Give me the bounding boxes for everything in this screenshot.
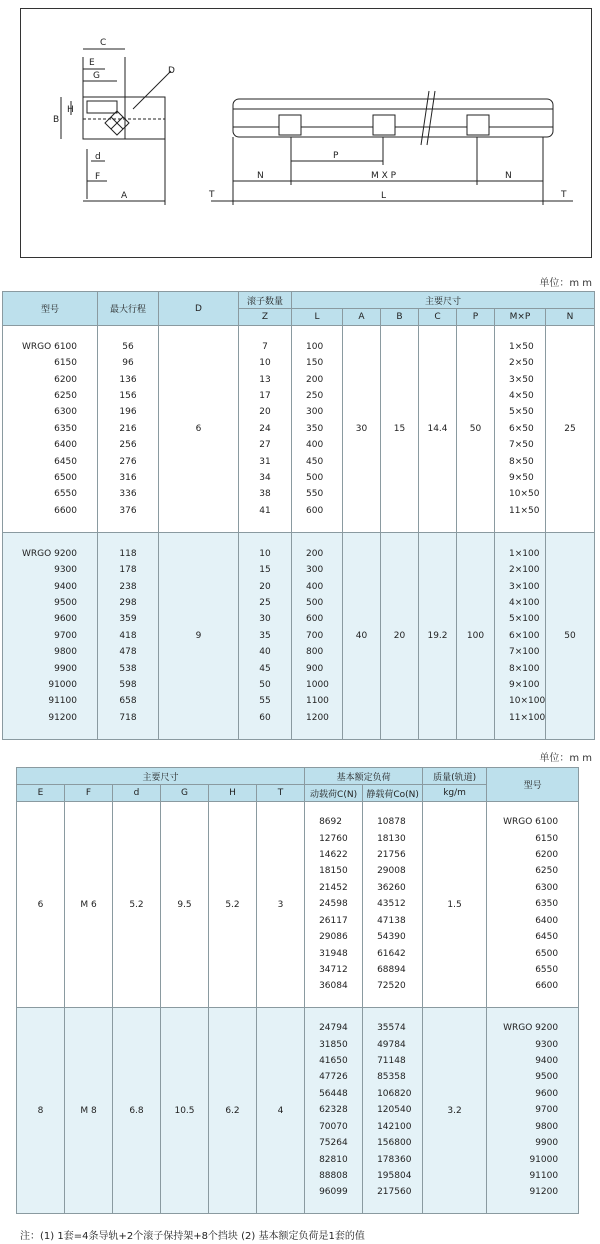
list-item: 6500 <box>54 473 77 484</box>
list-item: 9×100 <box>509 680 540 691</box>
list-item: 3×100 <box>509 581 540 592</box>
list-item: 68894 <box>377 964 406 975</box>
list-item: 91200 <box>48 712 77 723</box>
list-item: 600 <box>306 505 324 516</box>
th-Z: Z <box>239 309 292 326</box>
spec-table-1 <box>2 291 595 740</box>
th-max-stroke: 最大行程 <box>98 292 159 326</box>
list-item: 7×100 <box>509 647 540 658</box>
list-item: 658 <box>119 696 137 707</box>
list-item: 9×50 <box>509 473 534 484</box>
list-item: 216 <box>119 423 137 434</box>
list-item: 11×50 <box>509 505 540 516</box>
table-row <box>17 802 579 1008</box>
label-d: d <box>95 152 101 162</box>
list-item: 41 <box>259 505 271 516</box>
unit-label-2: 单位：m m <box>539 753 592 764</box>
list-item: 1×50 <box>509 341 534 352</box>
cell-T: 4 <box>257 1008 305 1214</box>
cell-A: 30 <box>343 326 381 533</box>
list-item: 9300 <box>54 565 77 576</box>
cell-N: 25 <box>546 326 595 533</box>
list-item: 21756 <box>377 850 406 861</box>
list-item: 450 <box>306 456 324 467</box>
table-row <box>17 1008 579 1214</box>
list-item: 6250 <box>535 866 559 877</box>
list-item: 62328 <box>319 1105 348 1116</box>
cell-P: 50 <box>457 326 495 533</box>
list-item: 900 <box>306 663 324 674</box>
cell-MxP <box>495 326 546 533</box>
list-item: 359 <box>119 614 137 625</box>
list-item: 8×50 <box>509 456 534 467</box>
list-item: 10 <box>259 358 271 369</box>
list-item: 4×50 <box>509 390 534 401</box>
list-item: 10878 <box>377 817 406 828</box>
cell-B: 20 <box>381 533 419 740</box>
list-item: 6200 <box>535 850 559 861</box>
list-item: 29008 <box>377 866 406 877</box>
cell-L <box>292 533 343 740</box>
list-item: 376 <box>119 505 137 516</box>
list-item: 500 <box>306 597 324 608</box>
cell-L <box>292 326 343 533</box>
list-item: 82810 <box>319 1154 348 1165</box>
cell-C: 19.2 <box>419 533 457 740</box>
cell-static <box>363 1008 423 1214</box>
list-item: 9400 <box>54 581 77 592</box>
list-item: 6400 <box>535 915 559 926</box>
th-static: 静载荷Co(N) <box>363 785 423 802</box>
list-item: 20 <box>259 407 271 418</box>
list-item: 6250 <box>54 390 77 401</box>
cell-d: 5.2 <box>113 802 161 1008</box>
list-item: 31948 <box>319 948 348 959</box>
list-item: 55 <box>259 696 271 707</box>
list-item: 316 <box>119 473 137 484</box>
cell-A: 40 <box>343 533 381 740</box>
list-item: 1×100 <box>509 548 540 559</box>
list-item: 88808 <box>319 1170 348 1181</box>
list-item: 238 <box>119 581 137 592</box>
list-item: 72520 <box>377 981 406 992</box>
list-item: 7×50 <box>509 440 534 451</box>
label-D: D <box>168 66 175 76</box>
list-item: 85358 <box>377 1072 406 1083</box>
list-item: 47726 <box>319 1072 348 1083</box>
list-item: 250 <box>306 390 324 401</box>
list-item: 298 <box>119 597 137 608</box>
list-item: 800 <box>306 647 324 658</box>
th-E: E <box>17 785 65 802</box>
list-item: 24598 <box>319 899 348 910</box>
list-item: 178 <box>119 565 137 576</box>
list-item: 27 <box>259 440 271 451</box>
list-item: 6350 <box>535 899 559 910</box>
th-G: G <box>161 785 209 802</box>
list-item: 49784 <box>377 1039 406 1050</box>
cell-models <box>487 1008 579 1214</box>
list-item: 6400 <box>54 440 77 451</box>
unit-label-1: 单位：m m <box>539 278 592 289</box>
list-item: 31 <box>259 456 271 467</box>
list-item: 100 <box>306 341 324 352</box>
list-item: 6200 <box>54 374 77 385</box>
list-item: 18150 <box>319 866 348 877</box>
list-item: WRGO 9200 <box>503 1023 559 1034</box>
list-item: WRGO 9200 <box>22 548 77 559</box>
list-item: 15 <box>259 565 271 576</box>
list-item: 29086 <box>319 932 348 943</box>
cell-mass: 3.2 <box>423 1008 487 1214</box>
list-item: 9500 <box>535 1072 559 1083</box>
label-L: L <box>381 191 387 201</box>
cell-models <box>3 533 98 740</box>
list-item: 10 <box>259 548 271 559</box>
list-item: 21452 <box>319 882 348 893</box>
list-item: 300 <box>306 565 324 576</box>
cell-MxP <box>495 533 546 740</box>
list-item: 9900 <box>535 1138 559 1149</box>
label-G: G <box>93 71 100 81</box>
list-item: 142100 <box>377 1121 412 1132</box>
list-item: 6×50 <box>509 423 534 434</box>
th-load: 基本额定负荷 <box>305 768 423 785</box>
cell-E: 8 <box>17 1008 65 1214</box>
list-item: 35574 <box>377 1023 406 1034</box>
list-item: 13 <box>259 374 271 385</box>
list-item: WRGO 6100 <box>22 341 77 352</box>
list-item: 3×50 <box>509 374 534 385</box>
list-item: 700 <box>306 630 324 641</box>
th-A: A <box>343 309 381 326</box>
list-item: 36260 <box>377 882 406 893</box>
label-N-right: N <box>505 171 512 181</box>
list-item: 40 <box>259 647 271 658</box>
section-right-rail <box>125 97 165 139</box>
list-item: 217560 <box>377 1187 412 1198</box>
list-item: 96099 <box>319 1187 348 1198</box>
list-item: 1000 <box>306 680 329 691</box>
cell-H: 6.2 <box>209 1008 257 1214</box>
th-P: P <box>457 309 495 326</box>
th-main-dims: 主要尺寸 <box>292 292 595 309</box>
label-E: E <box>89 58 95 68</box>
list-item: 91000 <box>529 1154 559 1165</box>
cell-Z <box>239 533 292 740</box>
th-dynamic: 动载荷C(N) <box>305 785 363 802</box>
th-L: L <box>292 309 343 326</box>
list-item: 20 <box>259 581 271 592</box>
list-item: 150 <box>306 358 324 369</box>
label-A: A <box>121 191 128 201</box>
list-item: 9900 <box>54 663 77 674</box>
list-item: 36084 <box>319 981 348 992</box>
list-item: 70070 <box>319 1121 348 1132</box>
list-item: 6×100 <box>509 630 540 641</box>
list-item: 24794 <box>319 1023 348 1034</box>
list-item: 7 <box>262 341 268 352</box>
list-item: 5×50 <box>509 407 534 418</box>
th-C: C <box>419 309 457 326</box>
list-item: 31850 <box>319 1039 348 1050</box>
list-item: 550 <box>306 489 324 500</box>
list-item: 6550 <box>535 964 559 975</box>
cell-Z <box>239 326 292 533</box>
list-item: 56 <box>122 341 134 352</box>
list-item: 91200 <box>529 1187 559 1198</box>
list-item: 30 <box>259 614 271 625</box>
list-item: 350 <box>306 423 324 434</box>
list-item: 6600 <box>535 981 559 992</box>
cell-T: 3 <box>257 802 305 1008</box>
list-item: 156800 <box>377 1138 412 1149</box>
label-P: P <box>333 151 339 161</box>
th-MxP: M×P <box>495 309 546 326</box>
spec-table-2 <box>16 767 579 1214</box>
cell-mass: 1.5 <box>423 802 487 1008</box>
list-item: 43512 <box>377 899 406 910</box>
cell-d: 6.8 <box>113 1008 161 1214</box>
list-item: 71148 <box>377 1056 406 1067</box>
list-item: 41650 <box>319 1056 348 1067</box>
list-item: 45 <box>259 663 271 674</box>
list-item: 9600 <box>54 614 77 625</box>
list-item: 6500 <box>535 948 559 959</box>
list-item: 538 <box>119 663 137 674</box>
label-F: F <box>95 172 101 182</box>
list-item: 75264 <box>319 1138 348 1149</box>
list-item: 6450 <box>54 456 77 467</box>
list-item: 276 <box>119 456 137 467</box>
label-B: B <box>53 115 60 125</box>
list-item: 9600 <box>535 1088 559 1099</box>
cell-stroke <box>98 533 159 740</box>
cell-static <box>363 802 423 1008</box>
list-item: 10×100 <box>509 696 546 707</box>
list-item: 11×100 <box>509 712 546 723</box>
list-item: 60 <box>259 712 271 723</box>
cell-D: 6 <box>159 326 239 533</box>
list-item: 47138 <box>377 915 406 926</box>
list-item: 34 <box>259 473 271 484</box>
list-item: 6300 <box>535 882 559 893</box>
list-item: 5×100 <box>509 614 540 625</box>
list-item: 400 <box>306 581 324 592</box>
list-item: 200 <box>306 548 324 559</box>
label-H: H <box>67 105 74 115</box>
list-item: 9500 <box>54 597 77 608</box>
table-row <box>3 326 595 533</box>
list-item: 12760 <box>319 833 348 844</box>
list-item: 14622 <box>319 850 348 861</box>
technical-drawing <box>20 8 592 258</box>
list-item: 91100 <box>48 696 77 707</box>
list-item: 195804 <box>377 1170 412 1181</box>
cell-N: 50 <box>546 533 595 740</box>
cell-F: M 6 <box>65 802 113 1008</box>
list-item: 106820 <box>377 1088 412 1099</box>
list-item: 18130 <box>377 833 406 844</box>
list-item: 56448 <box>319 1088 348 1099</box>
list-item: 6550 <box>54 489 77 500</box>
cell-P: 100 <box>457 533 495 740</box>
list-item: 6450 <box>535 932 559 943</box>
list-item: 400 <box>306 440 324 451</box>
list-item: 24 <box>259 423 271 434</box>
table-row <box>3 533 595 740</box>
list-item: 61642 <box>377 948 406 959</box>
th-B: B <box>381 309 419 326</box>
th-T: T <box>257 785 305 802</box>
list-item: 50 <box>259 680 271 691</box>
footnote: 注：(1) 1套=4条导轨+2个滚子保持架+8个挡块 (2) 基本额定负荷是1套的值 <box>20 1231 365 1242</box>
list-item: 500 <box>306 473 324 484</box>
th-D: D <box>159 292 239 326</box>
list-item: 2×50 <box>509 358 534 369</box>
th-d: d <box>113 785 161 802</box>
th-H: H <box>209 785 257 802</box>
cell-G: 9.5 <box>161 802 209 1008</box>
list-item: 9800 <box>535 1121 559 1132</box>
list-item: 120540 <box>377 1105 412 1116</box>
list-item: 4×100 <box>509 597 540 608</box>
section-upper-block <box>87 101 117 113</box>
list-item: 478 <box>119 647 137 658</box>
th-mass: 质量(轨道) <box>423 768 487 785</box>
th-mass-unit: kg/m <box>423 785 487 802</box>
label-T-left: T <box>209 190 215 200</box>
list-item: 200 <box>306 374 324 385</box>
list-item: 256 <box>119 440 137 451</box>
cell-B: 15 <box>381 326 419 533</box>
th-F: F <box>65 785 113 802</box>
list-item: 9400 <box>535 1056 559 1067</box>
cell-H: 5.2 <box>209 802 257 1008</box>
list-item: 300 <box>306 407 324 418</box>
label-C: C <box>100 38 107 48</box>
list-item: 9800 <box>54 647 77 658</box>
cell-F: M 8 <box>65 1008 113 1214</box>
list-item: 178360 <box>377 1154 412 1165</box>
list-item: 418 <box>119 630 137 641</box>
list-item: 38 <box>259 489 271 500</box>
th-N: N <box>546 309 595 326</box>
cell-C: 14.4 <box>419 326 457 533</box>
label-MxP: M X P <box>371 171 397 181</box>
list-item: 34712 <box>319 964 348 975</box>
list-item: 6300 <box>54 407 77 418</box>
cell-models <box>3 326 98 533</box>
cell-stroke <box>98 326 159 533</box>
list-item: 136 <box>119 374 137 385</box>
list-item: WRGO 6100 <box>503 817 559 828</box>
th-rollers: 滚子数量 <box>239 292 292 309</box>
list-item: 598 <box>119 680 137 691</box>
list-item: 9300 <box>535 1039 559 1050</box>
cell-G: 10.5 <box>161 1008 209 1214</box>
list-item: 96 <box>122 358 134 369</box>
list-item: 600 <box>306 614 324 625</box>
th-model: 型号 <box>3 292 98 326</box>
list-item: 196 <box>119 407 137 418</box>
list-item: 25 <box>259 597 271 608</box>
list-item: 17 <box>259 390 271 401</box>
label-N-left: N <box>257 171 264 181</box>
cell-dynamic <box>305 802 363 1008</box>
th-model: 型号 <box>487 768 579 802</box>
list-item: 91000 <box>48 680 77 691</box>
list-item: 718 <box>119 712 137 723</box>
list-item: 1100 <box>306 696 329 707</box>
label-T-right: T <box>561 190 567 200</box>
list-item: 91100 <box>529 1170 559 1181</box>
list-item: 156 <box>119 390 137 401</box>
cell-E: 6 <box>17 802 65 1008</box>
list-item: 118 <box>119 548 137 559</box>
list-item: 9700 <box>54 630 77 641</box>
list-item: 2×100 <box>509 565 540 576</box>
list-item: 54390 <box>377 932 406 943</box>
cell-models <box>487 802 579 1008</box>
list-item: 336 <box>119 489 137 500</box>
cell-D: 9 <box>159 533 239 740</box>
list-item: 9700 <box>535 1105 559 1116</box>
th-main-dims: 主要尺寸 <box>17 768 305 785</box>
list-item: 1200 <box>306 712 329 723</box>
list-item: 6150 <box>54 358 77 369</box>
list-item: 10×50 <box>509 489 540 500</box>
list-item: 35 <box>259 630 271 641</box>
list-item: 6600 <box>54 505 77 516</box>
list-item: 8692 <box>319 817 342 828</box>
cell-dynamic <box>305 1008 363 1214</box>
list-item: 6150 <box>535 833 559 844</box>
list-item: 8×100 <box>509 663 540 674</box>
rail-drawing-svg <box>21 9 593 259</box>
list-item: 6350 <box>54 423 77 434</box>
list-item: 26117 <box>319 915 348 926</box>
